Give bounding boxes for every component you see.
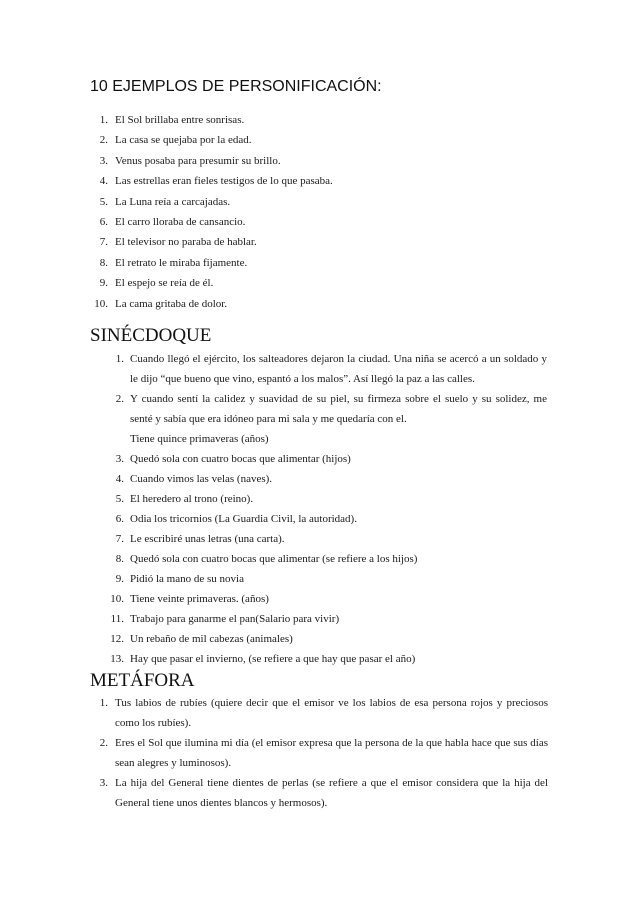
list-item <box>90 171 550 191</box>
list-item <box>105 469 547 489</box>
list-item-number: 11. <box>110 613 124 625</box>
list-item-number: 2. <box>99 737 108 749</box>
list-item-number: 4. <box>115 473 124 485</box>
metafora-heading: METÁFORA <box>90 670 195 691</box>
list-item-number: 1. <box>115 353 124 365</box>
list-item-number: 8. <box>99 256 108 269</box>
list-item-text: Tiene veinte primaveras. (años) <box>130 593 269 605</box>
list-item <box>90 151 550 171</box>
list-item-text: El televisor no paraba de hablar. <box>115 236 257 249</box>
list-item-text: Odia los tricornios (La Guardia Civil, la autoridad). <box>130 513 357 525</box>
list-item-number: 13. <box>110 653 124 665</box>
list-item-text: Le escribiré unas letras (una carta). <box>130 533 285 545</box>
list-item-text: El Sol brillaba entre sonrisas. <box>115 114 245 126</box>
list-item-text: El heredero al trono (reino). <box>130 493 254 505</box>
list-item <box>90 733 548 773</box>
list-item-number: 10. <box>110 593 124 605</box>
personificacion-list <box>90 110 550 314</box>
list-item-number: 10. <box>94 297 108 310</box>
list-item <box>105 649 547 669</box>
list-item-text: Tus labios de rubíes (quiere decir que el emisor ve los labios de esa persona rojos y preciosos como los rubíes). <box>115 697 548 729</box>
list-item-text: El espejo se reía de él. <box>115 277 214 290</box>
list-item <box>105 349 547 389</box>
list-item <box>105 389 547 429</box>
list-item <box>105 629 547 649</box>
list-item-number: 9. <box>115 573 124 585</box>
list-item-text: Eres el Sol que ilumina mi día (el emisor expresa que la persona de la que habla hace que sus días sean alegres y luminosos). <box>115 737 548 769</box>
list-item-text: El carro lloraba de cansancio. <box>115 215 246 228</box>
list-item-number: 5. <box>99 195 108 208</box>
list-item-text: Venus posaba para presumir su brillo. <box>115 154 281 167</box>
list-item-text: La Luna reía a carcajadas. <box>115 195 231 208</box>
list-item-text: Pidió la mano de su novia <box>130 573 244 585</box>
list-item-number: 9. <box>99 277 108 290</box>
sinecdoque-list <box>105 349 547 669</box>
list-item-text: Un rebaño de mil cabezas (animales) <box>130 633 293 645</box>
list-item-number: 5. <box>115 493 124 505</box>
list-item-number: 3. <box>115 453 124 465</box>
list-item-text: Tiene quince primaveras (años) <box>130 433 269 445</box>
list-item-number: 8. <box>115 553 124 565</box>
list-item-number: 1. <box>99 114 108 126</box>
list-item-number: 2. <box>115 393 124 405</box>
list-item <box>105 429 547 449</box>
list-item-text: Hay que pasar el invierno, (se refiere a que hay que pasar el año) <box>130 653 416 665</box>
list-item <box>90 212 550 232</box>
list-item <box>105 569 547 589</box>
list-item-text: Cuando vimos las velas (naves). <box>130 473 273 485</box>
list-item <box>90 192 550 212</box>
personificacion-heading: 10 EJEMPLOS DE PERSONIFICACIÓN: <box>90 78 382 95</box>
list-item <box>105 489 547 509</box>
list-item <box>90 232 550 252</box>
list-item <box>105 529 547 549</box>
list-item <box>90 773 548 813</box>
list-item <box>90 130 550 150</box>
list-item-number: 12. <box>110 633 124 645</box>
sinecdoque-heading: SINÉCDOQUE <box>90 325 212 346</box>
list-item-number: 4. <box>99 175 108 188</box>
list-item-text: Trabajo para ganarme el pan(Salario para vivir) <box>130 613 340 625</box>
list-item-text: La hija del General tiene dientes de perlas (se refiere a que el emisor considera que la hija del General tiene unos dientes blancos y hermosos). <box>115 777 548 809</box>
list-item-number: 1. <box>99 697 108 709</box>
list-item-number: 3. <box>99 777 108 789</box>
list-item <box>105 549 547 569</box>
list-item <box>90 110 550 130</box>
list-item-text: Quedó sola con cuatro bocas que alimentar (se refiere a los hijos) <box>130 553 418 565</box>
list-item-number: 7. <box>115 533 124 545</box>
list-item <box>90 693 548 733</box>
list-item-text: La casa se quejaba por la edad. <box>115 134 252 147</box>
list-item-text: El retrato le miraba fijamente. <box>115 256 248 269</box>
list-item <box>90 294 550 314</box>
list-item-text: Quedó sola con cuatro bocas que alimentar (hijos) <box>130 453 351 465</box>
list-item-text: Cuando llegó el ejército, los salteadores dejaron la ciudad. Una niña se acercó a un soldado y le dijo “que bueno que vino, espantó a los malos”. Así llegó la paz a las calles. <box>130 353 547 385</box>
list-item <box>105 509 547 529</box>
list-item-text: Y cuando sentí la calidez y suavidad de su piel, su firmeza sobre el suelo y su solidez, me senté y sabía que era idóneo para mi sala y me quedaría con el. <box>130 393 547 425</box>
metafora-list <box>90 693 548 813</box>
list-item <box>90 273 550 293</box>
list-item <box>105 449 547 469</box>
list-item <box>105 609 547 629</box>
list-item <box>105 589 547 609</box>
list-item-number: 3. <box>99 154 108 167</box>
list-item-number: 6. <box>115 513 124 525</box>
list-item-number: 2. <box>99 134 108 147</box>
list-item-text: La cama gritaba de dolor. <box>115 297 228 310</box>
list-item-text: Las estrellas eran fieles testigos de lo que pasaba. <box>115 175 333 188</box>
list-item-number: 7. <box>99 236 108 249</box>
list-item <box>90 253 550 273</box>
list-item-number: 6. <box>99 215 108 228</box>
